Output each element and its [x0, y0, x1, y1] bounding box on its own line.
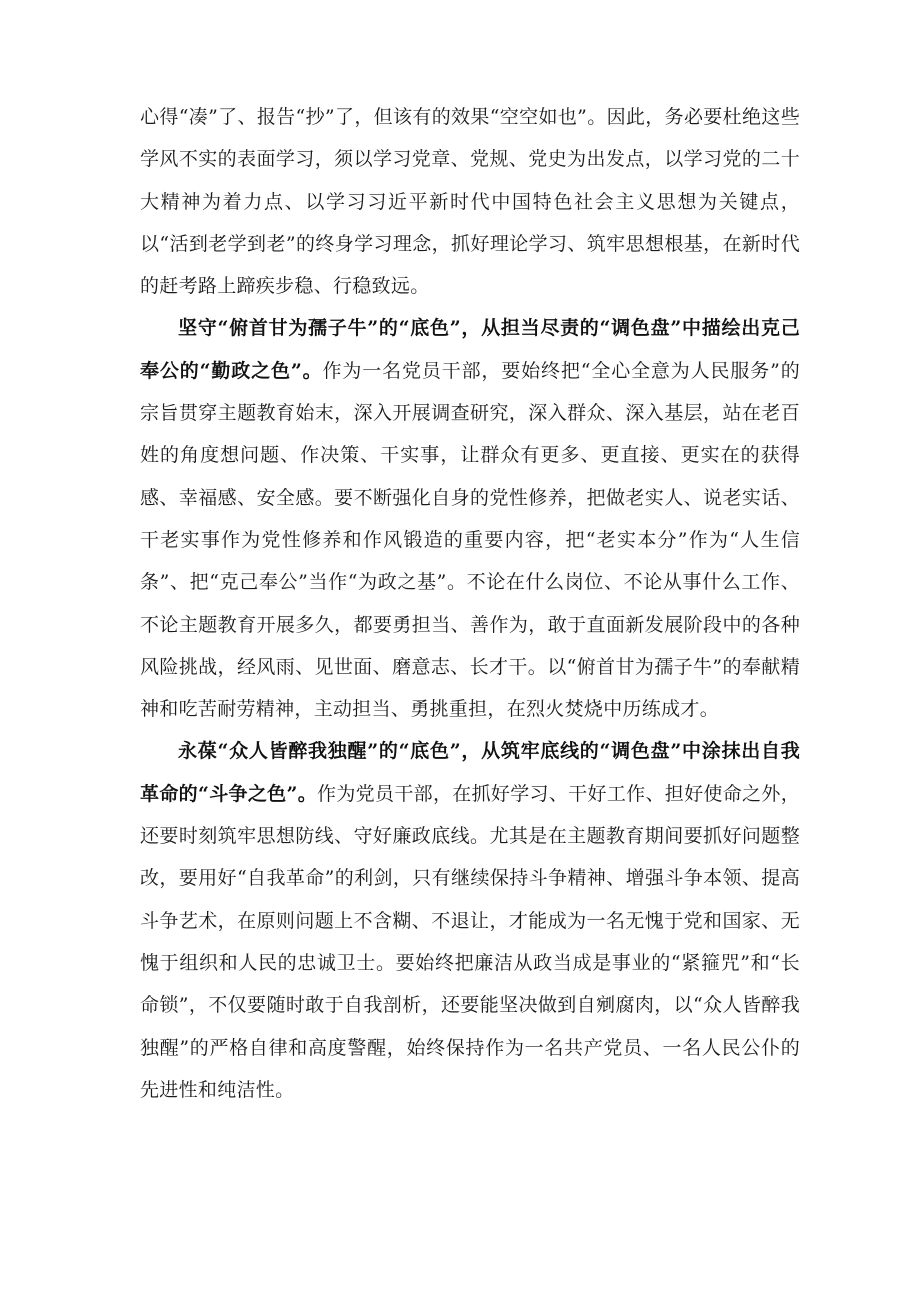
paragraph-heading: 坚守“俯首甘为孺子牛”的“底色”，从担当尽责的“调色盘”中描绘出克己奉公的“勤政之色”。	[140, 317, 800, 382]
paragraph-struggle	[140, 730, 800, 1111]
paragraph-heading: 永葆“众人皆醉我独醒”的“底色”，从筑牢底线的“调色盘”中涂抹出自我革命的“斗争之色”。	[140, 740, 800, 805]
paragraph-text: 作为党员干部，在抓好学习、干好工作、担好使命之外，还要时刻筑牢思想防线、守好廉政底线。尤其是在主题教育期间要抓好问题整改，要用好“自我革命”的利剑，只有继续保持斗争精神、增强斗争本领、提高斗争艺术，在原则问题上不含糊、不退让，才能成为一名无愧于党和国家、无愧于组织和人民的忠诚卫士。要始终把廉洁从政当成是事业的“紧箍咒”和“长命锁”，不仅要随时敢于自我剖析，还要能坚决做到自剜腐肉，以“众人皆醉我独醒”的严格自律和高度警醒，始终保持作为一名共产党员、一名人民公仆的先进性和纯洁性。	[140, 782, 800, 1101]
paragraph-text: 作为一名党员干部，要始终把“全心全意为人民服务”的宗旨贯穿主题教育始末，深入开展调查研究，深入群众、深入基层，站在老百姓的角度想问题、作决策、干实事，让群众有更多、更直接、更实在的获得感、幸福感、安全感。要不断强化自身的党性修养，把做老实人、说老实话、干老实事作为党性修养和作风锻造的重要内容，把“老实本分”作为“人生信条”、把“克己奉公”当作“为政之基”。不论在什么岗位、不论从事什么工作、不论主题教育开展多久，都要勇担当、善作为，敢于直面新发展阶段中的各种风险挑战，经风雨、见世面、磨意志、长才干。以“俯首甘为孺子牛”的奉献精神和吃苦耐劳精神，主动担当、勇挑重担，在烈火焚烧中历练成才。	[140, 359, 800, 721]
document-body	[140, 96, 800, 1111]
paragraph-diligence	[140, 307, 800, 730]
paragraph-continuation	[140, 96, 800, 307]
paragraph-text: 心得“凑”了、报告“抄”了，但该有的效果“空空如也”。因此，务必要杜绝这些学风不实的表面学习，须以学习党章、党规、党史为出发点，以学习党的二十大精神为着力点、以学习习近平新时代中国特色社会主义思想为关键点，以“活到老学到老”的终身学习理念，抓好理论学习、筑牢思想根基，在新时代的赶考路上蹄疾步稳、行稳致远。	[140, 106, 800, 298]
